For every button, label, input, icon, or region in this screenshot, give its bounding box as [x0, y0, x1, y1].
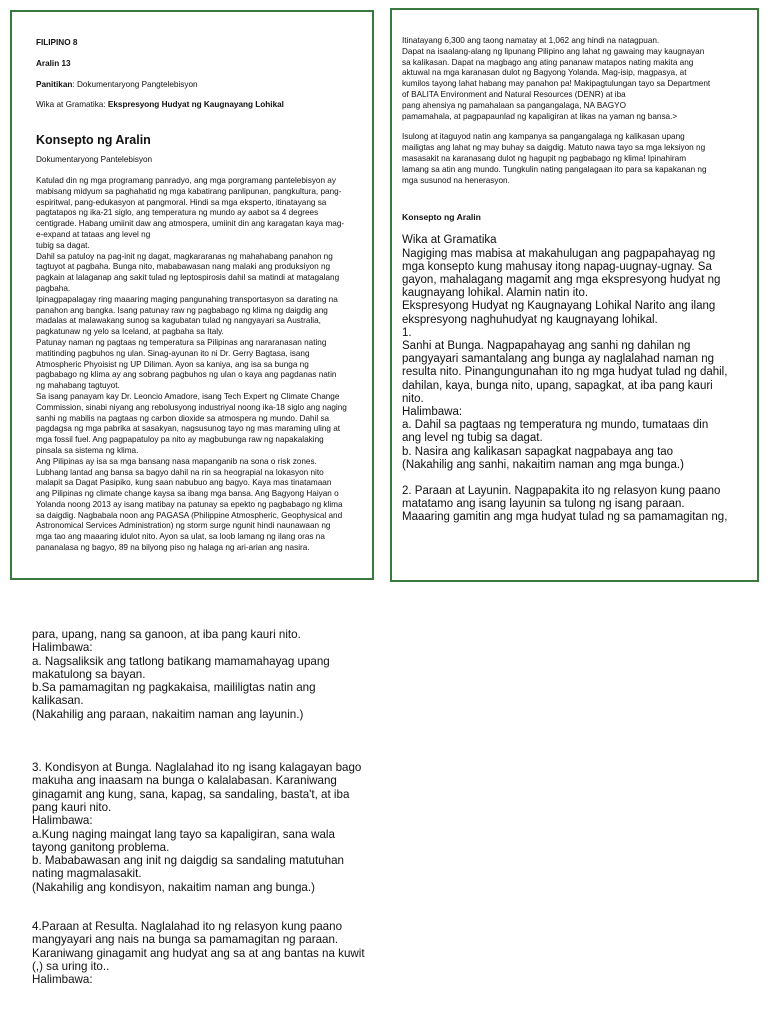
wika-label: Wika at Gramatika: — [36, 100, 108, 110]
closing-paragraph-2: Isulong at itaguyod natin ang kampanya sa pangangalaga ng kalikasan upang mailigtas ang lahat ng may buhay sa daigdig. Matuto nawa tayo sa mga leksiyon ng masasakit na karanasang dulot ng hagupit ng pagbabago ng klima! Ipinahiram lamang sa atin ang mundo. Tungkulin nating pangalagaan ito para sa kapakanan ng mga susunod na henerasyon. — [402, 132, 707, 185]
left-page-panel — [10, 10, 374, 580]
panitikan-value: : Dokumentaryong Pangtelebisyon — [72, 79, 198, 89]
continuation-block-1: para, upang, nang sa ganoon, at iba pang kauri nito. Halimbawa: a. Nagsaliksik ang tatlong batikang mamamahayag upang makatulong sa bayan. b.Sa pamamagitan ng pagkakaisa, maililigtas natin ang kalikasan. (Nakahilig ang paraan, nakaitim naman ang layunin.) — [32, 628, 330, 721]
body-text: Katulad din ng mga programang panradyo, ang mga porgramang pantelebisyon ay mabisang midyum sa paghahatid ng mga kabatirang panlipunan, pangkultura, pang- espiritwal, pang-edukasyon at pangmoral. Hindi sa mga eksperto, itinatayang sa pagtatapos ng ika-21 siglo, ang temperatura ng mundo ay aabot sa 4 degrees centigrade. Habang umiinit daw ang atmospera, umiinit din ang karagatan kaya mag- e-expand at tataas ang level ng tubig sa dagat. Dahil sa patuloy na pag-init ng dagat, magkararanas ng mahahabang panahon ng tagtuyot at pagbaha. Bunga nito, mababawasan nang malaki ang produksiyon ng pagkain at lalaganap ang sakit tulad ng leptospirosis dahil sa matindi at matagalang pagbaha. Ipinagpapalagay ring maaaring maging pangunahing transportasyon sa darating na panahon ang bangka. Isang patunay raw ng pagbabago ng klima ng daigdig ang madalas at malawakang sunog sa kagubatan tulad ng nangyayari sa Australia, pagkatunaw ng yelo sa Iceland, at pagbaha sa Italy. Patunay naman ng pagtaas ng temperatura sa Pilipinas ang nararanasan nating matitinding pagbuhos ng ulan. Sinag-ayunan ito ni Dr. Gerry Bagtasa, isang Atmospheric Phyoisist ng UP Diliman. Ayon sa kaniya, ang isa sa bunga ng pagbabago ng klima ay ang sobrang pagbuhos ng ulan o kaya ang pagdanas natin ng mahabang tagtuyot. Sa isang panayam kay Dr. Leoncio Amadore, isang Tech Expert ng Climate Change Commission, sinabi niyang ang rebolusyong industriyal noong ika-18 siglo ang naging sanhi ng mabilis na pagtaas ng carbon dioxide sa atmospera ng mundo. Dahil sa pagdagsa ng mga pabrika at sasakyan, nagsusunog tayo ng mas maraming uling at mga fossil fuel. Ang pagpapatuloy pa nito ay magbubunga raw ng napakalaking pinsala sa sistema ng klima. Ang Pilipinas ay isa sa mga bansang nasa mapanganib na sona o risk zones. Lubhang lantad ang bansa sa bagyo dahil na rin sa heograpial na lokasyon nito malapit sa Dagat Pasipiko, kung saan nabubuo ang bagyo. Kaya mas tinatamaan ang Pilipinas ng climate change kaysa sa ibang mga bansa. Ang Bagyong Haiyan o Yolanda noong 2013 ay isang matibay na patunay sa epekto ng pagbabago ng klima sa daigdig. Nagbabala noon ang PAGASA (Philippine Atmospheric, Geophysical and Astronomical Services Administration) ng storm surge ngunit hindi naunawaan ng mga tao ang maaaring idulot nito. Ayon sa ulat, sa loob lamang ng ilang oras na pananalasa ng bagyo, 89 na bilyong piso ng halaga ng ari-arian ang nasira. — [36, 175, 347, 553]
section-heading: Konsepto ng Aralin — [36, 133, 151, 148]
right-page-panel — [390, 8, 759, 582]
wika-value: Ekspresyong Hudyat ng Kaugnayang Lohikal — [107, 100, 284, 110]
wika-line — [36, 100, 350, 111]
subject-title: FILIPINO 8 — [36, 38, 78, 47]
grammar-section-2: 2. Paraan at Layunin. Nagpapakita ito ng relasyon kung paano matatamo ang isang layunin sa tulong ng isang paraan. Maaaring gamitin ang mga hudyat tulad ng sa pamamagitan ng, — [402, 485, 728, 524]
section-heading: Konsepto ng Aralin — [402, 212, 481, 223]
section-subheading: Dokumentaryong Pantelebisyon — [36, 155, 153, 165]
continuation-text — [32, 628, 392, 987]
grammar-section-1: Wika at Gramatika Nagiging mas mabisa at makahulugan ang pagpapahayag ng mga konsepto kung mahusay itong napag-uugnay-ugnay. Sa gayon, mahalagang magamit ang mga ekspresyong hudyat ng kaugnayang lohikal. Alamin natin ito. Ekspresyong Hudyat ng Kaugnayang Lohikal Narito ang ilang ekspresyong naghuhudyat ng kaugnayang lohikal. 1. Sanhi at Bunga. Nagpapahayag ang sanhi ng dahilan ng pangyayari samantalang ang bunga ay naglalahad naman ng resulta nito. Pinangungunahan ito ng mga hudyat tulad ng dahil, dahilan, kaya, bunga nito, upang, sapagkat, at iba pang kauri nito. Halimbawa: a. Dahil sa pagtaas ng temperatura ng mundo, tumataas din ang level ng tubig sa dagat. b. Nasira ang kalikasan sapagkat nagpabaya ang tao (Nakahilig ang sanhi, nakaitim naman ang mga bunga.) — [402, 234, 728, 471]
panitikan-label: Panitikan — [36, 79, 73, 89]
lesson-number: Aralin 13 — [36, 58, 71, 68]
continuation-block-2: 3. Kondisyon at Bunga. Naglalahad ito ng isang kalagayan bago makuha ang inaasam na bunga o kalalabasan. Karaniwang ginagamit ang kung, sana, kapag, sa sandaling, basta't, at iba pang kauri nito. Halimbawa: a.Kung naging maingat lang tayo sa kapaligiran, sana wala tayong ganitong problema. b. Mababawasan ang init ng daigdig sa sandaling matutuhan nating magmalasakit. (Nakahilig ang kondisyon, nakaitim naman ang bunga.) — [32, 761, 362, 894]
closing-paragraph-1: Itinatayang 6,300 ang taong namatay at 1,062 ang hindi na natagpuan. Dapat na isaalang-alang ng lipunang Pilipino ang lahat ng gawaing may kaugnayan sa kalikasan. Dapat na magbago ang ating pananaw matapos nating makita ang aktuwal na mga karanasan dulot ng Bagyong Yolanda. Mag-isip, magpasya, at kumilos tayong lahat habang may panahon pa! Makipagtulungan tayo sa Department of BALITA Environment and Natural Resources (DENR) at iba pang ahensiya ng pamahalaan sa pangangalaga, NA BAGYO pamamahala, at pagpapaunlad ng kapaligiran at likas na yaman ng bansa.> — [402, 36, 711, 121]
continuation-block-3: 4.Paraan at Resulta. Naglalahad ito ng relasyon kung paano mangyayari ang nais na bunga sa pamamagitan ng paraan. Karaniwang ginagamit ang hudyat ang sa at ang bantas na kuwit (,) sa uring ito.. Halimbawa: — [32, 920, 365, 987]
panitikan-line — [36, 80, 350, 91]
